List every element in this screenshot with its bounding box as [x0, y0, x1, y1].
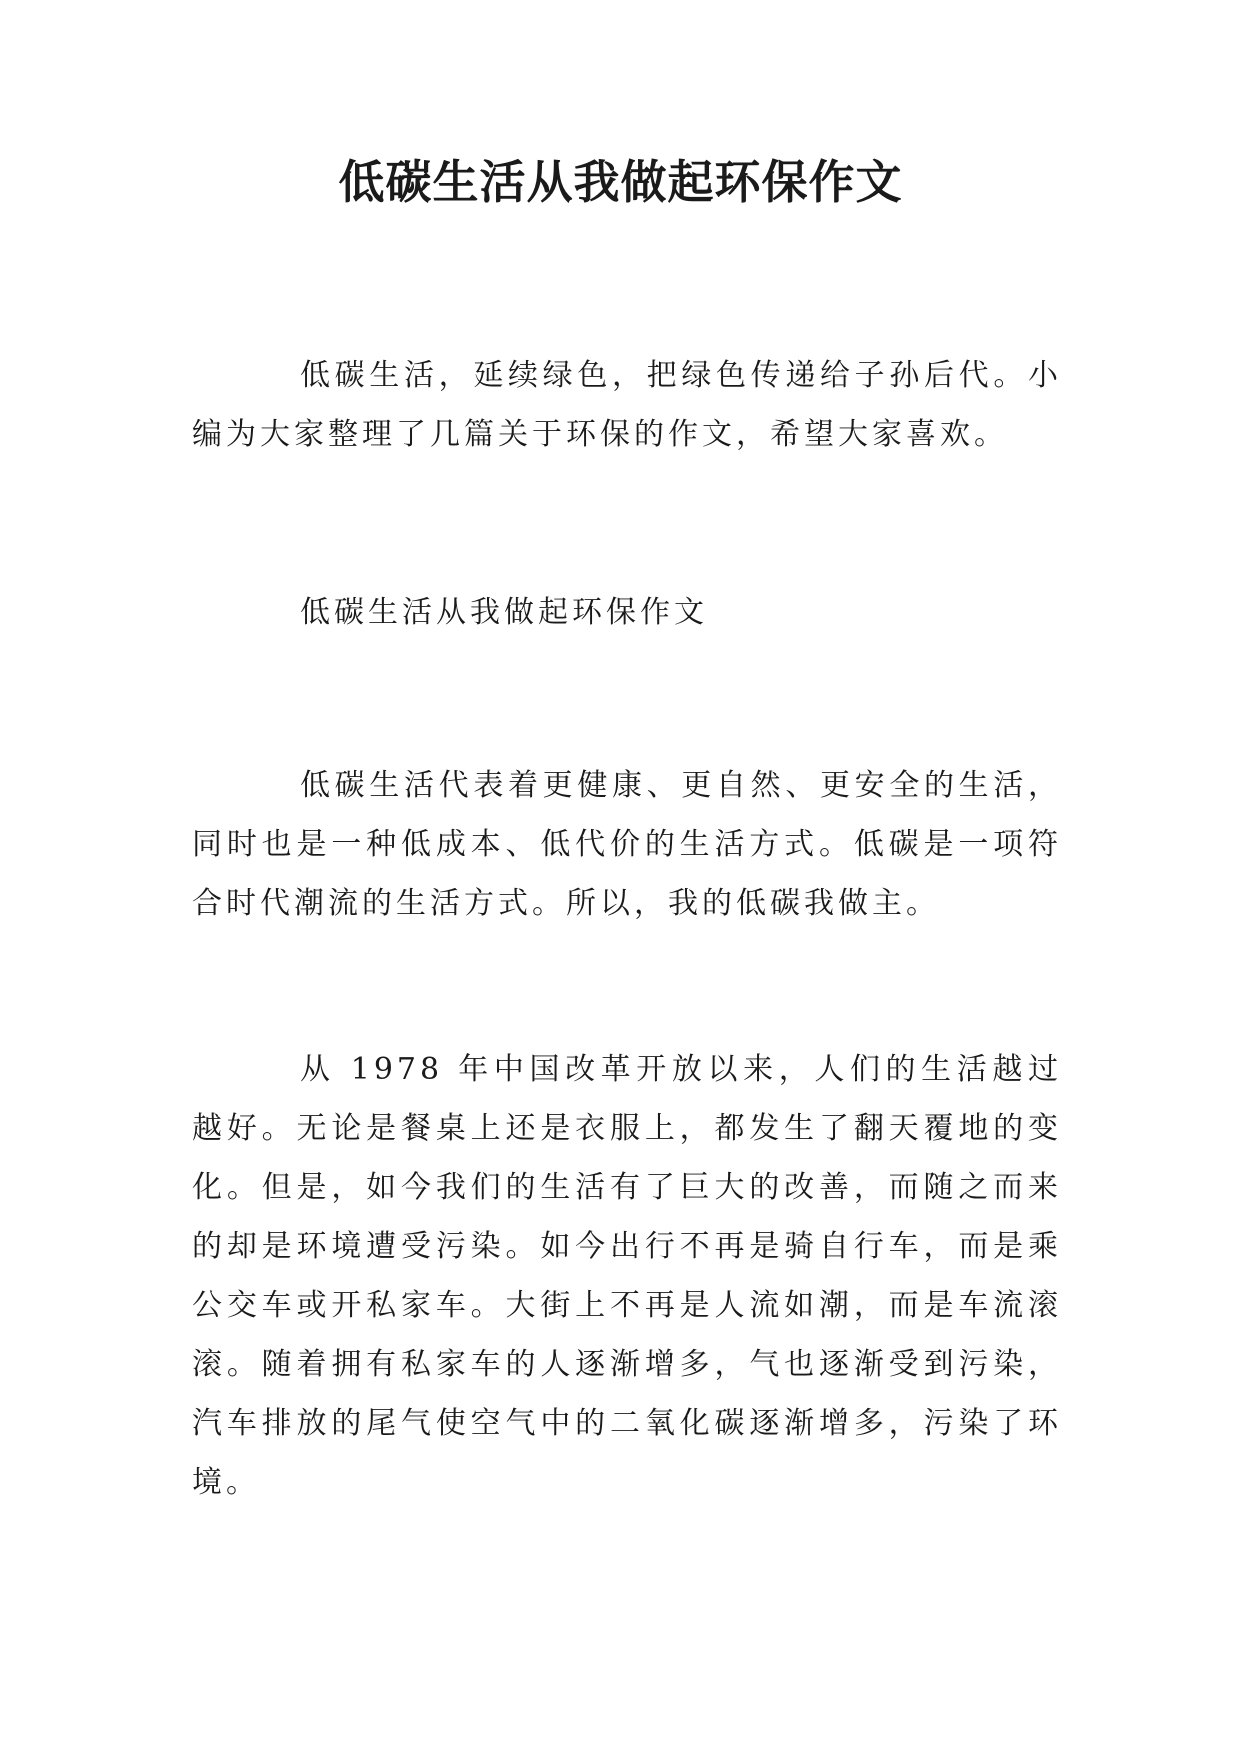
body-paragraph-1: 低碳生活代表着更健康、更自然、更安全的生活，同时也是一种低成本、低代价的生活方式。低碳是一项符合时代潮流的生活方式。所以，我的低碳我做主。	[192, 768, 1062, 921]
document-title: 低碳生活从我做起环保作文	[338, 155, 903, 209]
body-paragraph-2: 从 1978 年中国改革开放以来，人们的生活越过越好。无论是餐桌上还是衣服上，都发生了翻天覆地的变化。但是，如今我们的生活有了巨大的改善，而随之而来的却是环境遭受污染。如今出行不再是骑自行车，而是乘公交车或开私家车。大街上不再是人流如潮，而是车流滚滚。随着拥有私家车的人逐渐增多，气也逐渐受到污染，汽车排放的尾气使空气中的二氧化碳逐渐增多，污染了环境。	[192, 1052, 1062, 1500]
section-subtitle: 低碳生活从我做起环保作文	[300, 595, 708, 630]
intro-paragraph: 低碳生活，延续绿色，把绿色传递给子孙后代。小编为大家整理了几篇关于环保的作文，希望大家喜欢。	[192, 358, 1062, 452]
